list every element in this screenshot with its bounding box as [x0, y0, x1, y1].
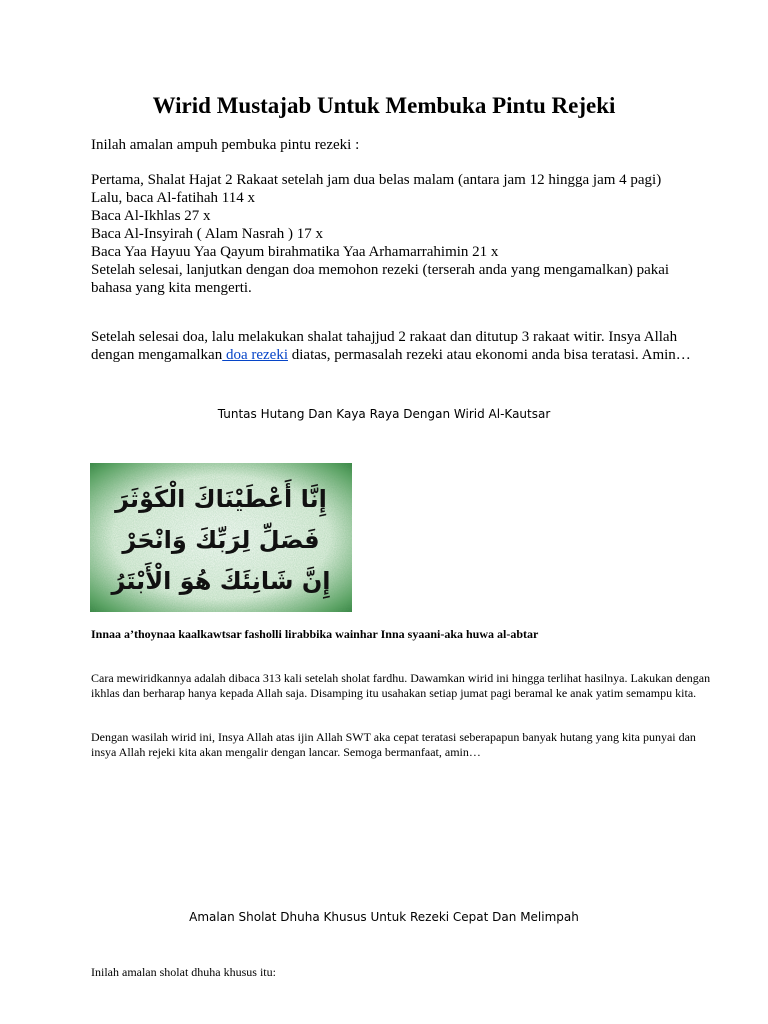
step-item: Baca Al-Ikhlas 27 x [91, 208, 211, 224]
steps-list [91, 171, 691, 297]
step-item: Pertama, Shalat Hajat 2 Rakaat setelah jam dua belas malam (antara jam 12 hingga jam 4 pagi) [91, 172, 662, 188]
subheading-al-kautsar: Tuntas Hutang Dan Kaya Raya Dengan Wirid Al-Kautsar [217, 407, 551, 421]
step-item: Lalu, baca Al-fatihah 114 x [91, 190, 255, 206]
closing-text-after: diatas, permasalah rezeki atau ekonomi anda bisa teratasi. Amin… [288, 347, 691, 363]
calligraphy-line: فَصَلِّ لِرَبِّكَ وَانْحَرْ [122, 526, 320, 554]
final-line-text: Inilah amalan sholat dhuha khusus itu: [91, 965, 276, 979]
subheading-sholat-dhuha: Amalan Sholat Dhuha Khusus Untuk Rezeki Cepat Dan Melimpah [189, 910, 579, 924]
step-item: Baca Yaa Hayuu Yaa Qayum birahmatika Yaa Arhamarrahimin 21 x [91, 244, 499, 260]
wirid-benefit-paragraph: Dengan wasilah wirid ini, Insya Allah atas ijin Allah SWT aka cepat teratasi seberapapun banyak hutang yang kita punyai dan insya Allah rejeki kita akan mengalir dengan lancar. Semoga bermanfaat, amin… [91, 730, 696, 759]
closing-text-before: Setelah selesai doa, lalu melakukan shalat tahajjud 2 rakaat dan ditutup 3 rakaat witir. Insya Allah dengan mengamalkan [91, 329, 678, 363]
transliteration-text: Innaa a’thoynaa kaalkawtsar fasholli lirabbika wainhar Inna syaani-aka huwa al-abtar [91, 627, 539, 641]
calligraphy-line: إِنَّ شَانِئَكَ هُوَ الْأَبْتَرُ [111, 567, 331, 595]
al-kautsar-calligraphy-image [90, 463, 352, 612]
page-title: Wirid Mustajab Untuk Membuka Pintu Rejeki [152, 93, 616, 118]
step-item: Setelah selesai, lanjutkan dengan doa memohon rezeki (terserah anda yang mengamalkan) pakai bahasa yang kita mengerti. [91, 262, 670, 296]
step-item: Baca Al-Insyirah ( Alam Nasrah ) 17 x [91, 226, 324, 242]
calligraphy-line: إِنَّا أَعْطَيْنَاكَ الْكَوْثَرَ [115, 485, 327, 513]
intro-text: Inilah amalan ampuh pembuka pintu rezeki : [91, 137, 360, 153]
doa-rezeki-link[interactable]: doa rezeki [222, 347, 288, 363]
wirid-instructions-paragraph: Cara mewiridkannya adalah dibaca 313 kali setelah sholat fardhu. Dawamkan wirid ini hingga terlihat hasilnya. Lakukan dengan ikhlas dan berharap hanya kepada Allah saja. Disamping itu usahakan setiap jumat pagi beramal ke anak yatim semampu kita. [91, 671, 711, 700]
closing-paragraph [91, 328, 691, 364]
